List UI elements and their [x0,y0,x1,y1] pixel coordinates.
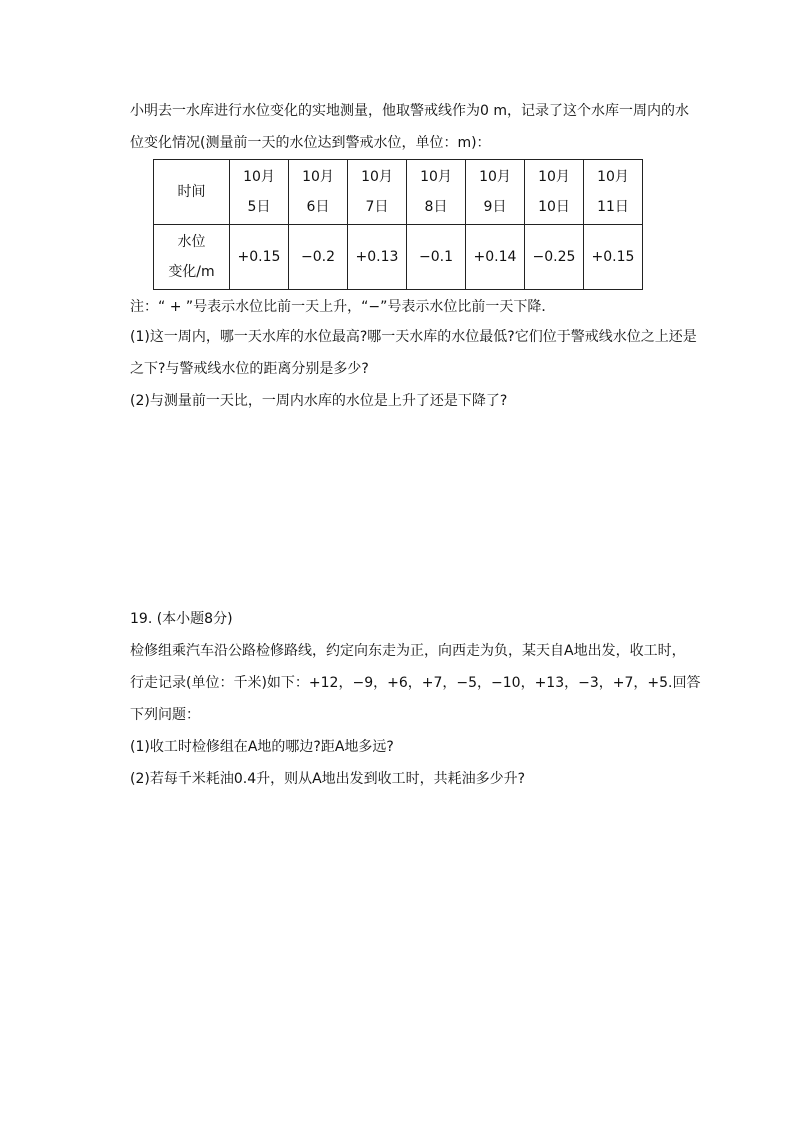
table-cell-change: +0.14 [466,225,525,290]
table-cell-change: +0.15 [230,225,289,290]
problem19-line1: 检修组乘汽车沿公路检修路线，约定向东走为正，向西走为负，某天自A地出发，收工时， [130,643,686,659]
water-level-table [153,159,643,290]
date-month: 10月 [420,169,452,185]
table-cell-date [466,160,525,225]
table-cell-date [289,160,348,225]
problem18-question1-line2: 之下?与警戒线水位的距离分别是多少? [130,361,369,377]
header-line: 变化/m [168,264,215,280]
date-day: 10日 [538,199,570,215]
date-day: 8日 [424,199,448,215]
problem19-question1: (1)收工时检修组在A地的哪边?距A地多远? [130,739,394,755]
date-day: 6日 [306,199,330,215]
date-day: 5日 [247,199,271,215]
problem18-question1-line1: (1)这一周内，哪一天水库的水位最高?哪一天水库的水位最低?它们位于警戒线水位之上还是 [130,329,697,345]
table-cell-change: −0.1 [407,225,466,290]
problem19-question2: (2)若每千米耗油0.4升，则从A地出发到收工时，共耗油多少升? [130,771,526,787]
table-cell-change: −0.25 [525,225,584,290]
table-note: 注：“ + ”号表示水位比前一天上升，“−”号表示水位比前一天下降． [130,299,556,315]
table-cell-change: +0.15 [584,225,643,290]
table-cell-change: −0.2 [289,225,348,290]
problem18-intro-line1: 小明去一水库进行水位变化的实地测量，他取警戒线作为0 m，记录了这个水库一周内的水 [130,103,689,119]
table-cell-date [407,160,466,225]
problem18-question2: (2)与测量前一天比，一周内水库的水位是上升了还是下降了? [130,393,508,409]
date-month: 10月 [538,169,570,185]
date-month: 10月 [243,169,275,185]
header-line: 水位 [177,234,206,250]
date-month: 10月 [597,169,629,185]
table-cell-date [525,160,584,225]
date-day: 11日 [597,199,629,215]
table-header-change [154,225,230,290]
date-month: 10月 [479,169,511,185]
table-cell-date [230,160,289,225]
table-row [154,225,643,290]
table-cell-change: +0.13 [348,225,407,290]
table-header-time: 时间 [154,160,230,225]
date-day: 9日 [483,199,507,215]
date-month: 10月 [302,169,334,185]
table-cell-date [584,160,643,225]
problem19-line2: 行走记录(单位：千米)如下：+12，−9，+6，+7，−5，−10，+13，−3，+7，+5.回答 [130,675,701,691]
problem19-line3: 下列问题： [130,707,200,723]
date-day: 7日 [365,199,389,215]
date-month: 10月 [361,169,393,185]
table-row [154,160,643,225]
table-cell-date [348,160,407,225]
problem18-intro-line2: 位变化情况(测量前一天的水位达到警戒水位，单位：m)： [130,135,491,151]
problem19-heading: 19. (本小题8分) [130,611,233,627]
